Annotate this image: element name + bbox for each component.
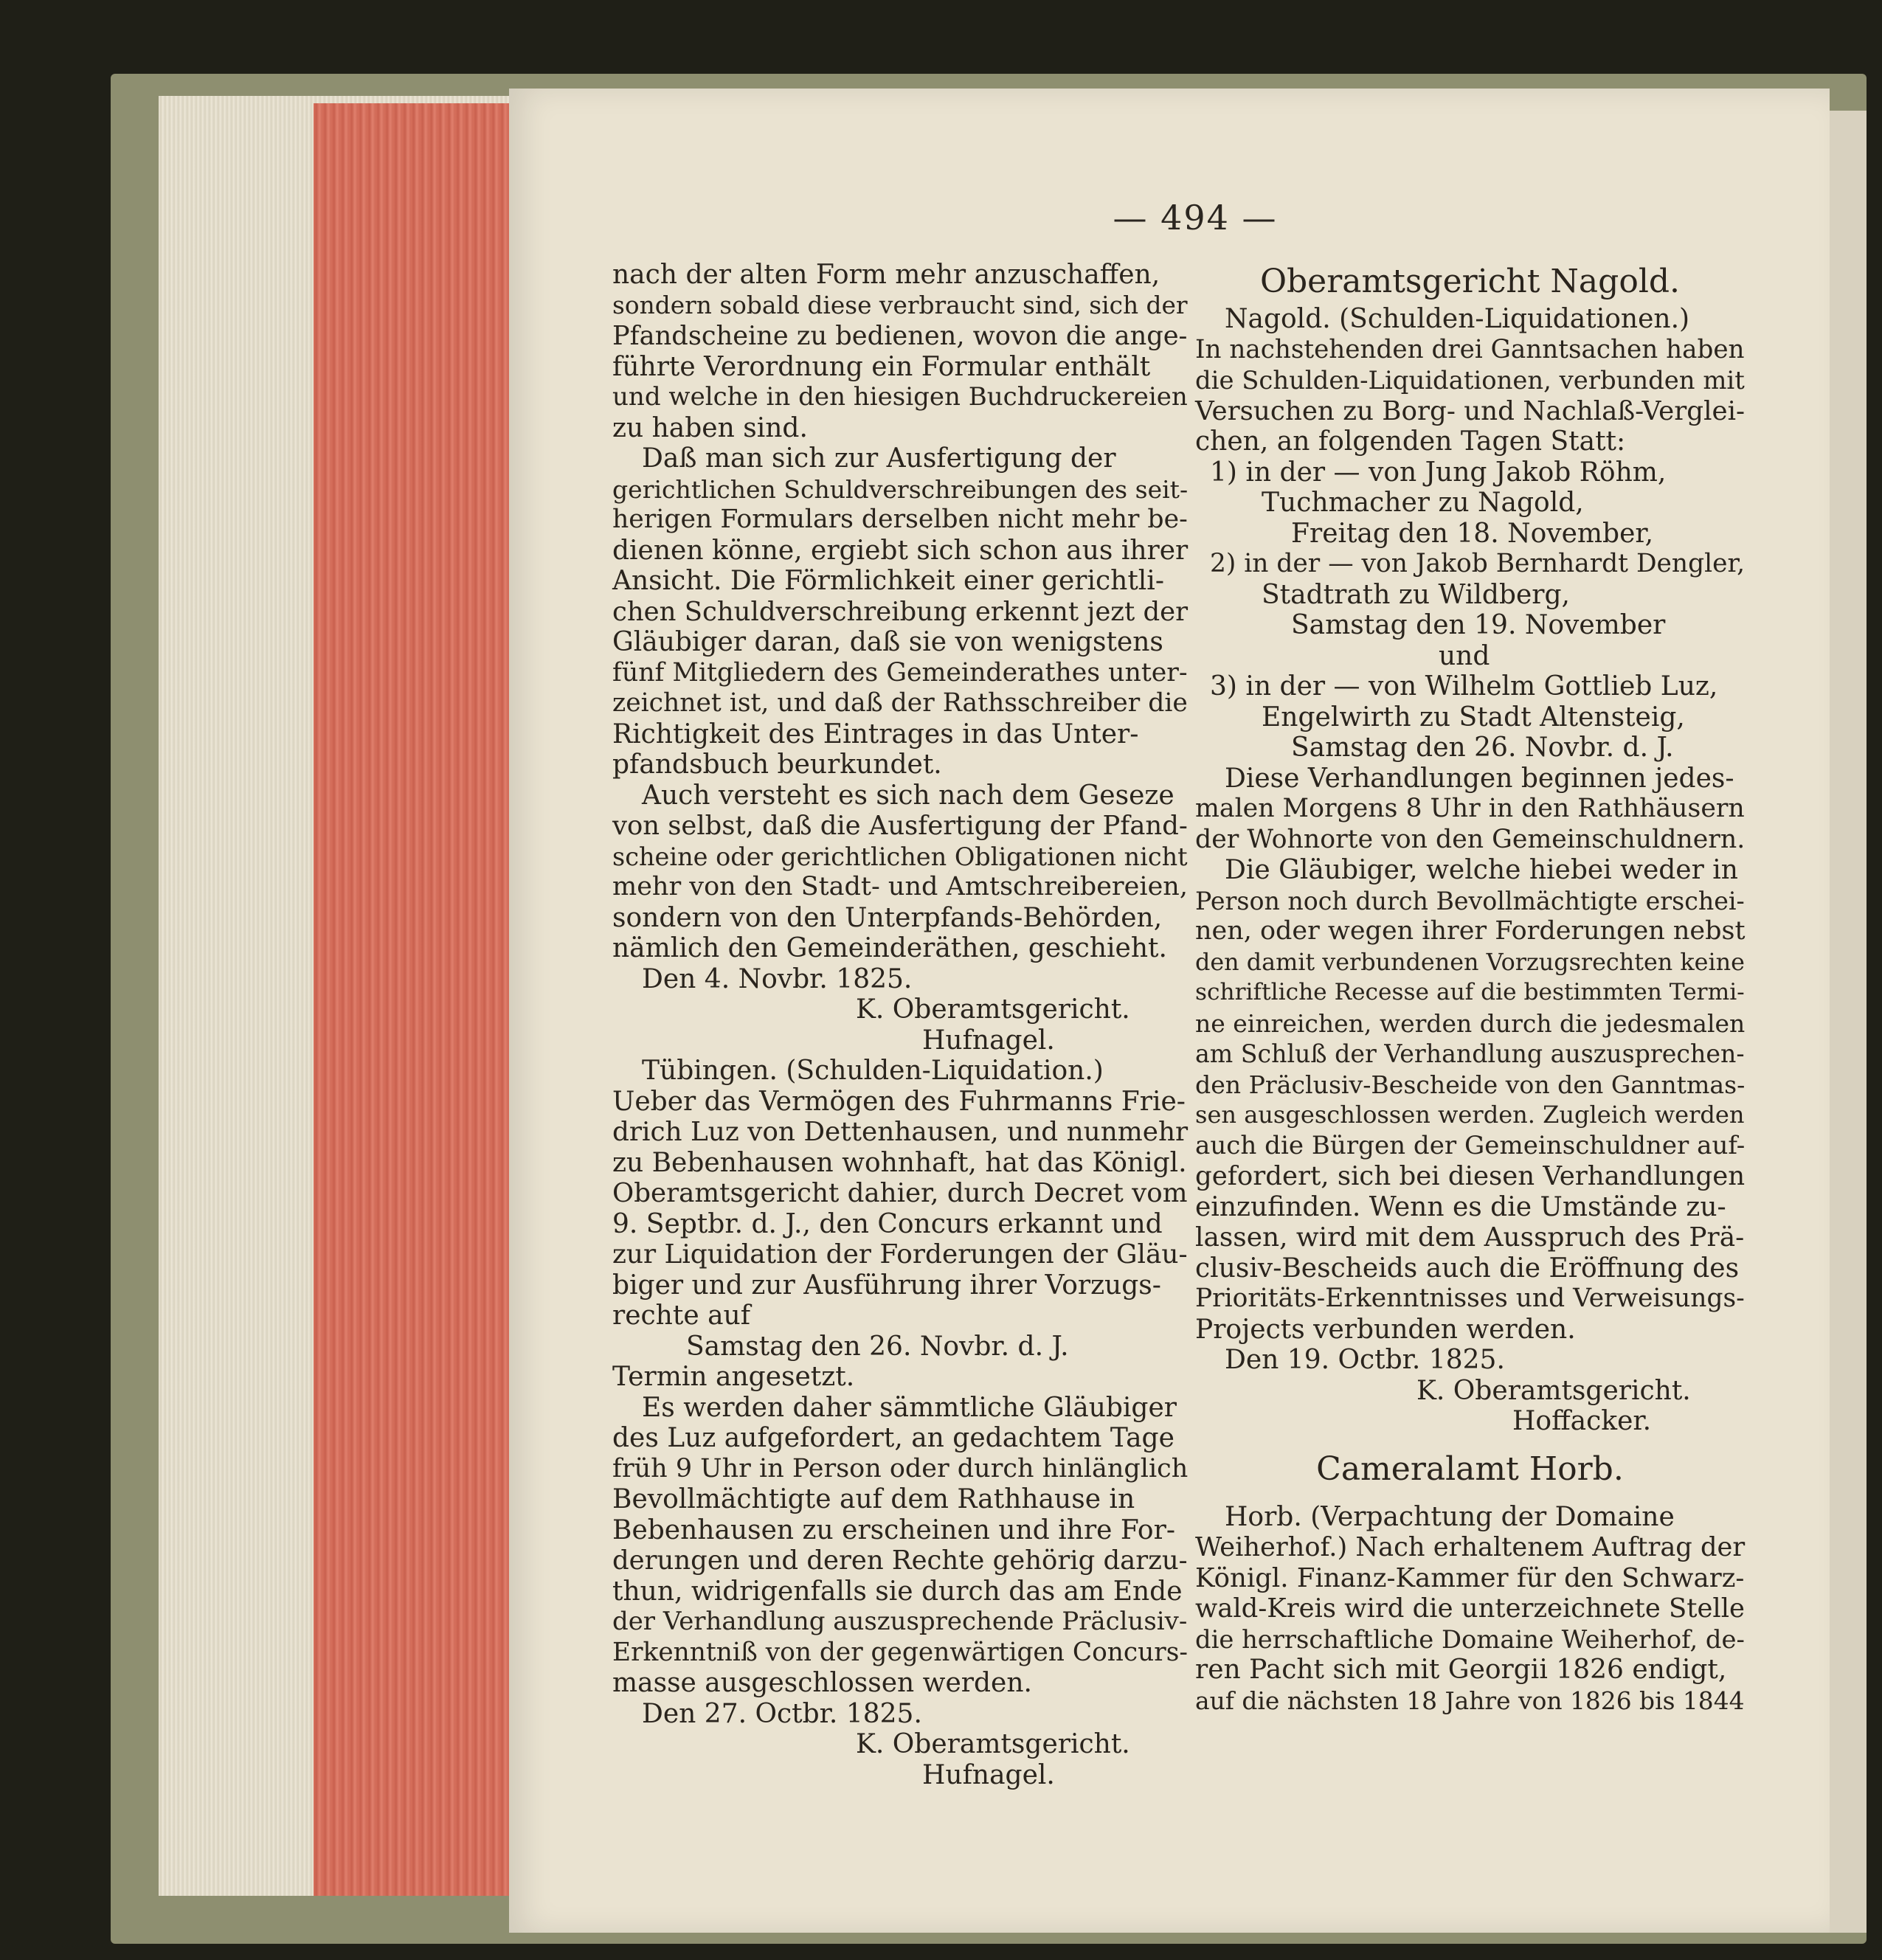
signature-court: K. Oberamtsgericht. [856,1729,1130,1759]
text-line: Auch versteht es sich nach dem Geseze [642,780,1174,811]
text-line: auch die Bürgen der Gemeinschuldner auf- [1195,1130,1746,1160]
text-line: wald-Kreis wird die unterzeichnete Stelle [1195,1593,1745,1624]
list-item: 1) in der — von Jung Jakob Röhm, [1210,457,1667,488]
text-line: biger und zur Ausführung ihrer Vorzugs- [612,1270,1161,1301]
text-line: von selbst, daß die Ausfertigung der Pfand- [612,811,1188,841]
signature-court: K. Oberamtsgericht. [1416,1375,1691,1406]
text-line: führte Verordnung ein Formular enthält [612,351,1151,382]
text-line: den damit verbundenen Vorzugsrechten keine [1195,947,1745,976]
text-line: sen ausgeschlossen werden. Zugleich werden [1195,1101,1745,1129]
text-line: Oberamtsgericht dahier, durch Decret vom [612,1178,1188,1208]
text-line: einzufinden. Wenn es die Umstände zu- [1195,1191,1726,1222]
list-item-detail: Engelwirth zu Stadt Altensteig, [1262,702,1685,733]
text-line: Projects verbunden werden. [1195,1314,1576,1345]
text-line: zur Liquidation der Forderungen der Gläu- [612,1239,1188,1270]
list-item-date: Freitag den 18. November, [1291,518,1654,549]
text-line: Gläubiger daran, daß sie von wenigstens [612,627,1163,657]
list-item: 2) in der — von Jakob Bernhardt Dengler, [1210,549,1746,578]
date-line: Den 4. Novbr. 1825. [642,963,913,994]
text-line: thun, widrigenfalls sie durch das am Ende [612,1576,1183,1607]
list-item-detail: Tuchmacher zu Nagold, [1262,488,1584,518]
text-line: clusiv-Bescheids auch die Eröffnung des [1195,1253,1740,1284]
section-heading: Oberamtsgericht Nagold. [1259,263,1681,300]
text-line: zeichnet ist, und daß der Rathsschreiber die [612,688,1188,718]
text-line: Richtigkeit des Eintrages in das Unter- [612,718,1139,749]
text-line: zu haben sind. [612,412,808,443]
text-line: Person noch durch Bevollmächtigte erschei- [1195,886,1745,915]
text-line: scheine oder gerichtlichen Obligationen nicht [612,842,1188,871]
text-line: Termin angesetzt. [612,1362,855,1392]
text-line: fünf Mitgliedern des Gemeinderathes unter- [612,657,1188,688]
text-line: dienen könne, ergiebt sich schon aus ihrer [612,535,1189,566]
text-line: Samstag den 26. Novbr. d. J. [686,1331,1069,1362]
text-line: In nachstehenden drei Ganntsachen haben [1195,334,1745,364]
text-line: früh 9 Uhr in Person oder durch hinlänglich [612,1453,1189,1483]
text-line: und welche in den hiesigen Buchdruckereien [612,382,1188,412]
text-line: derungen und deren Rechte gehörig darzu- [612,1545,1188,1576]
text-line: des Luz aufgefordert, an gedachtem Tage [612,1423,1174,1453]
text-line: Diese Verhandlungen beginnen jedes- [1225,763,1734,794]
signature-name: Hufnagel. [922,1025,1055,1056]
red-page-edge [314,103,513,1896]
text-line: Weiherhof.) Nach erhaltenem Auftrag der [1195,1532,1746,1562]
list-item: 3) in der — von Wilhelm Gottlieb Luz, [1210,671,1718,702]
text-line: rechte auf [612,1301,751,1331]
text-line: Daß man sich zur Ausfertigung der [642,443,1116,474]
text-line: malen Morgens 8 Uhr in den Rathhäusern [1195,794,1745,823]
text-line: chen, an folgenden Tagen Statt: [1195,426,1626,457]
text-line: die herrschaftliche Domaine Weiherhof, de- [1195,1624,1745,1654]
text-line: lassen, wird mit dem Ausspruch des Prä- [1195,1222,1745,1253]
text-line: gerichtlichen Schuldverschreibungen des seit- [612,474,1189,504]
text-line: nämlich den Gemeinderäthen, geschieht. [612,933,1167,963]
right-column [1195,260,1745,1716]
text-line: Prioritäts-Erkenntnisses und Verweisungs- [1195,1284,1745,1313]
text-line: Versuchen zu Borg- und Nachlaß-Verglei- [1195,395,1746,426]
text-line: die Schulden-Liquidationen, verbunden mit [1195,366,1745,395]
text-line: der Wohnorte von den Gemeinschuldnern. [1195,824,1746,854]
signature-name: Hufnagel. [922,1759,1055,1790]
text-line: Bebenhausen zu erscheinen und ihre For- [612,1514,1175,1545]
text-line: 9. Septbr. d. J., den Concurs erkannt und [612,1208,1163,1239]
text-line: gefordert, sich bei diesen Verhandlungen [1195,1161,1746,1191]
text-line: drich Luz von Dettenhausen, und nunmehr [612,1117,1189,1147]
text-line: nen, oder wegen ihrer Forderungen nebst [1195,916,1746,946]
text-line: Es werden daher sämmtliche Gläubiger [642,1392,1177,1423]
text-line: und [1439,640,1490,671]
left-column [612,260,1188,1790]
text-line: Die Gläubiger, welche hiebei weder in [1225,855,1738,885]
date-line: Den 19. Octbr. 1825. [1225,1345,1505,1375]
text-line: zu Bebenhausen wohnhaft, hat das Königl. [612,1147,1187,1178]
text-line: Pfandscheine zu bedienen, wovon die ange- [612,321,1188,351]
page-number: — 494 — [1113,198,1278,238]
text-line: den Präclusiv-Bescheide von den Ganntmas- [1195,1070,1746,1099]
text-line: ren Pacht sich mit Georgii 1826 endigt, [1195,1655,1727,1685]
text-line: Bevollmächtigte auf dem Rathhause in [612,1484,1135,1514]
text-line: pfandsbuch beurkundet. [612,749,942,780]
list-item-date: Samstag den 19. November [1291,610,1666,640]
text-line: der Verhandlung auszusprechende Präclusiv- [612,1607,1188,1636]
text-line: auf die nächsten 18 Jahre von 1826 bis 1844 [1195,1686,1745,1715]
section-heading: Tübingen. (Schulden-Liquidation.) [642,1056,1104,1086]
text-line: schriftliche Recesse auf die bestimmten Termi- [1195,979,1745,1005]
text-line: Ueber das Vermögen des Fuhrmanns Frie- [612,1086,1186,1117]
text-line: mehr von den Stadt- und Amtschreibereien, [612,872,1188,901]
text-line: masse ausgeschlossen werden. [612,1668,1032,1698]
text-line: Nagold. (Schulden-Liquidationen.) [1225,304,1690,334]
signature-court: K. Oberamtsgericht. [856,994,1130,1025]
text-line: am Schluß der Verhandlung auszusprechen- [1195,1039,1745,1068]
text-line: herigen Formulars derselben nicht mehr be- [612,505,1188,534]
text-line: Horb. (Verpachtung der Domaine [1225,1501,1675,1532]
text-line: chen Schuldverschreibung erkennt jezt der [612,596,1189,627]
section-heading: Cameralamt Horb. [1316,1450,1624,1488]
text-line: sondern sobald diese verbraucht sind, sich der [612,291,1188,319]
text-line: Ansicht. Die Förmlichkeit einer gerichtli- [612,566,1164,596]
text-line: Erkenntniß von der gegenwärtigen Concurs- [612,1637,1188,1667]
text-line: Königl. Finanz-Kammer für den Schwarz- [1195,1562,1745,1593]
signature-name: Hoffacker. [1512,1406,1652,1436]
list-item-detail: Stadtrath zu Wildberg, [1262,579,1570,610]
text-line: sondern von den Unterpfands-Behörden, [612,902,1163,933]
list-item-date: Samstag den 26. Novbr. d. J. [1291,733,1674,763]
text-line: nach der alten Form mehr anzuschaffen, [612,260,1160,290]
date-line: Den 27. Octbr. 1825. [642,1698,922,1729]
text-line: ne einreichen, werden durch die jedesmalen [1195,1008,1746,1038]
